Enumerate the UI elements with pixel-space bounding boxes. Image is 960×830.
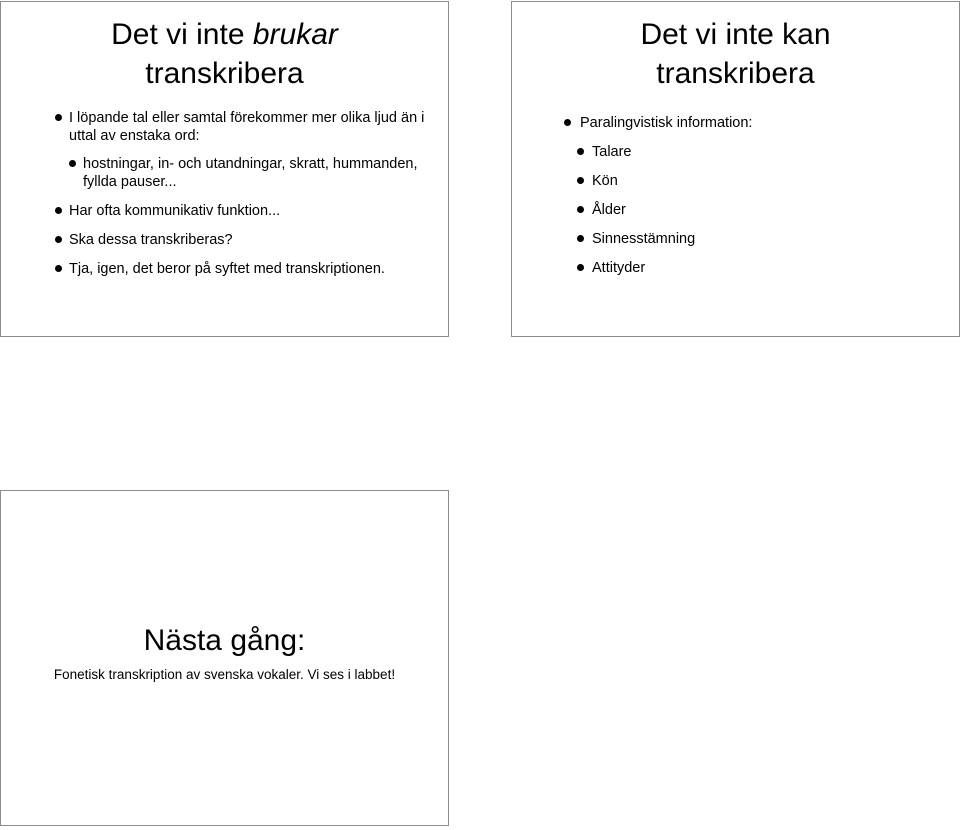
bullet-text: Talare — [592, 144, 632, 160]
list-item — [53, 109, 443, 145]
slide-1-title-emphasis: brukar — [252, 18, 338, 51]
bullet-icon — [577, 206, 584, 213]
list-item — [53, 202, 443, 220]
bullet-icon — [55, 236, 62, 243]
slide-3-title: Nästa gång: — [143, 624, 306, 657]
bullet-text: I löpande tal eller samtal förekommer mer olika ljud än i uttal av enstaka ord: — [69, 110, 425, 144]
slide-2-bullet-list — [564, 114, 954, 277]
list-item — [564, 114, 954, 132]
bullet-icon — [577, 177, 584, 184]
list-item — [564, 143, 954, 161]
bullet-text: Kön — [592, 173, 618, 189]
list-item — [53, 260, 443, 278]
bullet-text: Ska dessa transkriberas? — [69, 232, 233, 248]
slide-1-title-prefix: Det vi inte — [111, 18, 253, 51]
list-item — [564, 259, 954, 277]
slide-3 — [0, 490, 449, 826]
bullet-text: Sinnesstämning — [592, 231, 696, 247]
slide-1-title-suffix: transkribera — [145, 57, 304, 90]
slide-1-title — [1, 15, 448, 93]
slide-3-subtitle: Fonetisk transkription av svenska vokaler. Vi ses i labbet! — [53, 667, 396, 682]
bullet-text: Paralingvistisk information: — [580, 115, 753, 131]
bullet-text: Har ofta kommunikativ funktion... — [69, 203, 281, 219]
bullet-icon — [564, 119, 571, 126]
slide-1 — [0, 1, 449, 337]
bullet-text: Tja, igen, det beror på syftet med transkriptionen. — [69, 261, 385, 277]
bullet-icon — [577, 148, 584, 155]
bullet-icon — [55, 114, 62, 121]
bullet-text: Attityder — [592, 260, 646, 276]
bullet-icon — [69, 160, 76, 167]
bullet-icon — [55, 265, 62, 272]
bullet-text: Ålder — [592, 202, 626, 218]
bullet-icon — [577, 235, 584, 242]
slide-2-title: Det vi inte kan transkribera — [640, 18, 831, 90]
slide-2 — [511, 1, 960, 337]
list-item — [53, 155, 443, 191]
slide-1-bullet-list — [53, 109, 443, 278]
bullet-icon — [55, 207, 62, 214]
list-item — [564, 172, 954, 190]
bullet-icon — [577, 264, 584, 271]
list-item — [564, 230, 954, 248]
list-item — [53, 231, 443, 249]
list-item — [564, 201, 954, 219]
bullet-text: hostningar, in- och utandningar, skratt, hummanden, fyllda pauser... — [83, 156, 418, 190]
